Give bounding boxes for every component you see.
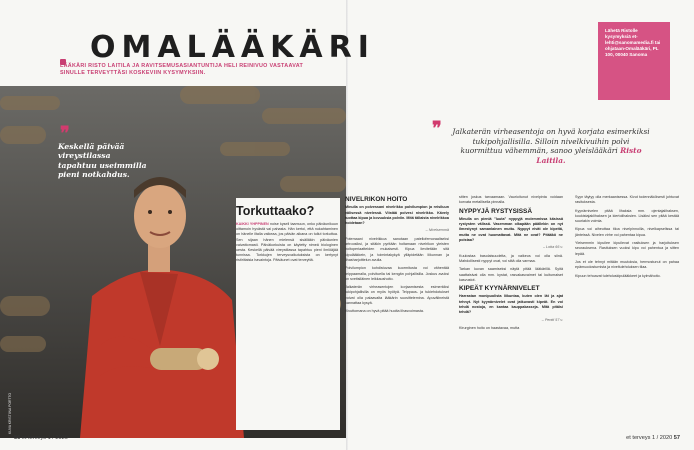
answer-paragraph: Kivuttomana on hyvä pitää huolta lihasvoimasta. — [345, 309, 424, 314]
reader-signature: – Nivelsemmä — [425, 228, 449, 233]
answer-paragraph: Yleisemmin kipuilee kipuilevat rasituksen ja harjoituksen seurauksena. Rasituksen vuoksi kipu voi pahentua ja sitten lepää. — [575, 241, 679, 256]
reader-signature: – Lotta 66 v. — [542, 245, 563, 250]
photo-credit: KUVA KRISTIINA PORTTO — [8, 392, 12, 434]
section-heading: NIVELRIKON HOITO — [345, 196, 408, 203]
answer-paragraph: Tarkan kuvan saamiseksi näytä pitää lääkärillä. Syitä saattaisivat olla mm. kystat, rasvakasvaimet tai kuitumaiset kasvustot. — [459, 267, 563, 282]
answer-paragraph: Polvilumpion kohdistuvaa kuormitusta voi vähentää teippaamalla, polvituella tai kengän pohjallisilla. Joskus avuksi on sveitsiläinen leikkaushoito. — [345, 266, 449, 281]
footer-publication-right: et terveys 1 / 2020 — [626, 435, 673, 441]
right-pull-quote — [452, 127, 650, 165]
reader-question: Harrastan monipuolista liikuntaa, kuten olen lät ja ajat tehnyt. Nyt kyynärnivelet ovat jatkuvasti kipeät. En voi tehdä nostoja, en kantaa kauppakasseja. Mitä pitäisi tehdä? — [459, 294, 563, 315]
photo-pull-quote: Keskellä päivää vireystilassa tapahtuu useimmilla pieni notkahdus. — [58, 142, 147, 180]
article-headline: Torkuttaako? — [236, 204, 315, 218]
reader-question: Minulla on polvessani nivelrikko polvilumpion ja reisiluun välisessä nivelessä. Viistää polvesi nivelrikko. Kävely tuottaa kipua ja kovuuksia polviin. Mitä tällaista nivelrikkoa hoidetaan? — [345, 205, 449, 226]
column-3 — [459, 195, 563, 334]
answer-paragraph: Potemaani nivelrikkoa sanotaan patellofemoraaliseksi artroosiksi, ja sitäkin pyritään hoitamaan nivelrikon yleisten hoitoperiaatteiden mukaisesti. Kipua lievitetään sitä kipulääkkein, ja toimintakykyä ylläpidetään liikunnan ja lihasharjoittelun avulla. — [345, 236, 449, 262]
answer-paragraph: Kipua voi aiheuttaa tiloa nivelpinnoilla, nivelkapselissa tai jänteissä. Nivelen virhe voi pahentaa kipua. — [575, 227, 679, 237]
answer-paragraph: Kuulostaa basolaisuudelta, ja vaikeus voi olla siinä. Mahdollisesti nyppyt ovat, voi siitä olla varmaa. — [459, 253, 563, 263]
answer-paragraph: Jos et ole tehnyt mitään muutoksia, hermostunut on pahaa epämuodostumista ja niveltulehduksen tilaa. — [575, 259, 679, 270]
footer-left — [14, 435, 68, 441]
right-pull-quote-name: Risto Laitila. — [536, 146, 642, 165]
column-2 — [345, 195, 449, 318]
quote-icon-right: ❞ — [432, 118, 442, 139]
footer-right — [626, 435, 680, 441]
answer-paragraph: Syyn täytyy olla merkaanisessa. Kivut todennäköisesti johtuvat rasituksesta. — [575, 195, 679, 205]
article-lead: KAIKKI YHPPINEN — [236, 222, 269, 226]
reader-signature: – Pentti 57 v. — [541, 317, 563, 322]
answer-paragraph: Kipuun tehoavat tulehduskipulääkkeet ja kylmähoito. — [575, 273, 661, 278]
section-heading: KIPEÄT KYYNÄRNIVELET — [459, 285, 540, 293]
article-body — [236, 222, 338, 264]
page-number-left: 56 — [14, 435, 21, 441]
answer-paragraph: Jalkaterän virheasentojen korjaamisesta esimerkiksi tukipohjallisilla on myös hyötyä. Teippaus- ja tukiehdotukset voivat olla palaavalta lääkärin suosittelemina. Apuvälineistä kannattaa kysyä. — [345, 285, 449, 306]
article-body-text: noise kysell taamuun, onko päiväunikuun oittamoin hyvästä vai pahasta. Hän kertoi, että nukahtaminen on hänelle iltalla vaikeaa, jos päivän aikana on tullut torkuttua. Sen sijaan hänen mielensä sisälläkin päiväunien vaivattomasti. Päiväkorkuista on käytetty nimeä biologinen uesta. Keskellä päivää vireystilassa tapahtuu pieni ilmiöäjää tunnissa. Torkkujen terveysvaikutuksista on kertynyt ristiriitaisia havaintoja. Päiväunet ovat terveyttä. — [236, 222, 338, 263]
section-heading: NYPPYJÄ RYSTYSISSÄ — [459, 207, 533, 215]
contact-box — [598, 22, 670, 100]
answer-paragraph: sitten joskus tarvaamaan. Vaurioitunut nivelpinta voidaan korvata metallisella pinnalla. — [459, 195, 563, 205]
right-pull-quote-text: Jalkaterän virheasentoja on hyvä korjata esimerkiksi tukipohjallisilla. Silloin nivelkivuihin polvi kuormittuu vähemmän, sanoo yleislääkäri — [452, 127, 650, 156]
answer-paragraph: Kirurginen hoito on haastavaa, mutta — [459, 325, 520, 330]
contact-box-text: Lähetä Ristolle kysymyksiä et-lehti@sanomamedia.fi tai ohjataan-Omalääkäri, PL 100, 00040 Sanoma — [605, 28, 661, 58]
page-title: OMALÄÄKÄRI — [90, 30, 375, 65]
left-article — [236, 198, 340, 430]
footer-publication-left: et terveys 1 / 2020 — [21, 435, 68, 441]
page-number-right: 57 — [673, 435, 680, 441]
intro-deck: LÄÄKÄRI RISTO LAITILA JA RAVITSEMUSASIANTUNTIJA HELI REINIVUO VASTAAVAT SINULLE TERVEYTTÄSI KOSKEVIIN KYSYMYKSIIN. — [60, 63, 304, 77]
quote-icon: ❞ — [60, 123, 70, 144]
answer-paragraph: Kyynärnivelen pitää lihaksia mm. ojentajalihaksen, koukistajaklihaksen ja kiertolihaksien. Lisäksi sen pitää kestää suuriakin voimia. — [575, 208, 679, 224]
column-4 — [575, 195, 679, 282]
reader-question: Minulla on pieniä "luuta" nyppyjä molemmissa käsissä rystysten välissä. Vasemman olkapään päällekin on nyt ilmestynyt samanlainen muttu. Nyppyt eivät ole kipeitä, mutta ne ovat huomattavat. Mitä ne ovat? Pitääkö ne poistaa? — [459, 216, 563, 243]
